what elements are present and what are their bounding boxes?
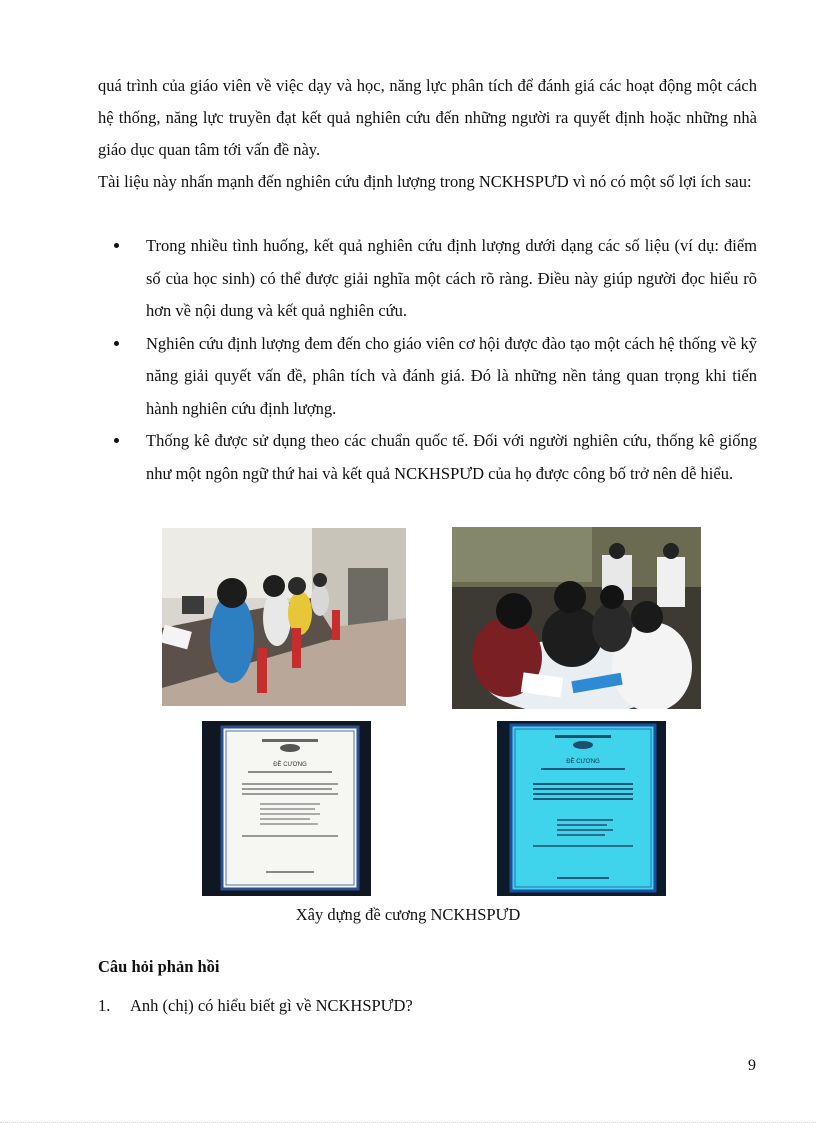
paragraph-2: Tài liệu này nhấn mạnh đến nghiên cứu định lượng trong NCKHSPƯD vì nó có một số lợi ích sau:	[98, 172, 752, 191]
group-meeting-photo	[452, 527, 701, 709]
question-number: 1.	[98, 996, 111, 1015]
bullet-icon	[114, 341, 119, 346]
list-item: Thống kê được sử dụng theo các chuẩn quốc tế. Đối với người nghiên cứu, thống kê giống như một ngôn ngữ thứ hai và kết quả NCKHSPƯD của họ được công bố trở nên dễ hiểu.	[98, 425, 757, 490]
section-heading: Câu hỏi phản hồi	[98, 957, 220, 976]
classroom-photo	[162, 528, 406, 706]
question-text: Anh (chị) có hiểu biết gì về NCKHSPƯD?	[130, 996, 413, 1015]
list-item: Trong nhiều tình huống, kết quả nghiên cứu định lượng dưới dạng các số liệu (ví dụ: điểm số của học sinh) có thể được giải nghĩa một cách rõ ràng. Điều này giúp người đọc hiểu rõ hơn về nội dung và kết quả nghiên cứu.	[98, 230, 757, 328]
paragraph-1: quá trình của giáo viên về việc dạy và học, năng lực phân tích để đánh giá các hoạt động một cách hệ thống, năng lực truyền đạt kết quả nghiên cứu đến những người ra quyết định hoặc những nhà giáo dục quan tâm tới vấn đề này.	[98, 76, 757, 159]
list-item: Nghiên cứu định lượng đem đến cho giáo viên cơ hội được đào tạo một cách hệ thống về kỹ năng giải quyết vấn đề, phân tích và đánh giá. Đó là những nền tảng quan trọng khi tiến hành nghiên cứu định lượng.	[98, 328, 757, 426]
doc1-title: ĐỀ CƯƠNG	[273, 762, 307, 768]
figure-caption: Xây dựng đề cương NCKHSPƯD	[295, 905, 521, 924]
bullet-icon	[114, 438, 119, 443]
proposal-document-photo	[202, 721, 371, 896]
proposal-cover-photo	[497, 721, 666, 896]
question-item	[98, 996, 413, 1016]
doc2-title: ĐỀ CƯƠNG	[566, 759, 600, 765]
benefits-list	[98, 230, 757, 490]
page-number: 9	[748, 1057, 756, 1074]
bullet-icon	[114, 243, 119, 248]
